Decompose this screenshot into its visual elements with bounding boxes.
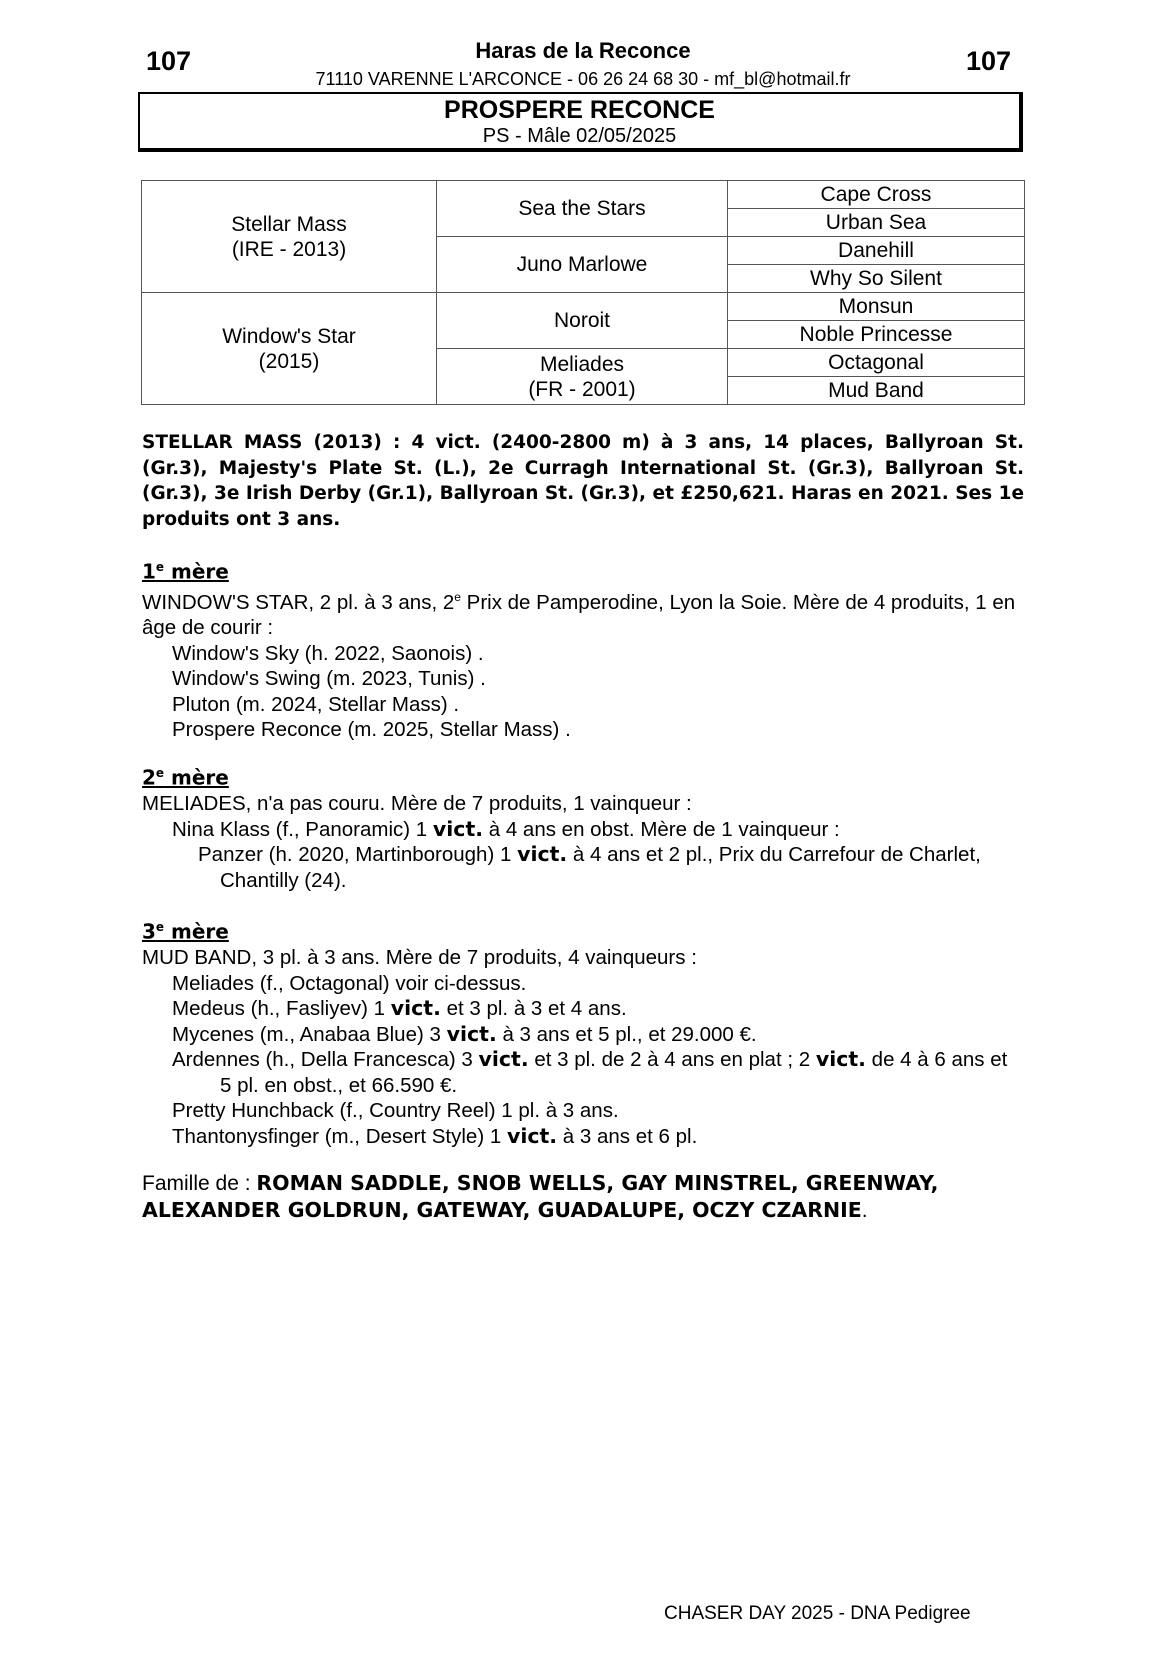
horse-name: PROSPERE RECONCE [444,96,715,124]
pedigree-dds: Octagonal [728,349,1025,377]
produce-item: Medeus (h., Fasliyev) 1 vict. et 3 pl. à 3 et 4 ans. [172,996,627,1021]
horse-details: PS - Mâle 02/05/2025 [482,125,677,147]
sire-name: Stellar Mass [231,212,347,236]
famille-names: ROMAN SADDLE, SNOB WELLS, GAY MINSTREL, GREENWAY, ALEXANDER GOLDRUN, GATEWAY, GUADALUPE, OCZY CZARNIE [142,1171,939,1222]
pedigree-sire-sire: Sea the Stars [437,181,728,237]
famille-section [142,1170,1024,1224]
horse-title-box [138,92,1023,152]
stud-name: Haras de la Reconce [475,38,691,63]
produce-item: Window's Swing (m. 2023, Tunis) . [172,667,486,691]
stud-address: 71110 VARENNE L'ARCONCE - 06 26 24 68 30 - mf_bl@hotmail.fr [315,69,851,89]
produce-item: Prospere Reconce (m. 2025, Stellar Mass) . [172,718,571,742]
sire-note: (IRE - 2013) [231,237,347,261]
produce-item: Pretty Hunchback (f., Country Reel) 1 pl. à 3 ans. [172,1099,619,1123]
dam-dam-note: (FR - 2001) [528,377,636,401]
second-dam-intro: MELIADES, n'a pas couru. Mère de 7 produits, 1 vainqueur : [142,792,692,816]
famille-label: Famille de : [142,1172,257,1195]
pedigree-ddd: Mud Band [728,377,1025,405]
first-dam-section [142,555,1024,743]
produce-item: Ardennes (h., Della Francesca) 3 vict. et 3 pl. de 2 à 4 ans en plat ; 2 vict. de 4 à 6 ans et 5 pl. en obst., et 66.590 €. [172,1047,1008,1097]
third-dam-section [142,915,1024,1149]
pedigree-sire-dam: Juno Marlowe [437,237,728,293]
lot-number-left: 107 [146,46,192,76]
first-dam-intro: WINDOW'S STAR, 2 pl. à 3 ans, 2e Prix de Pamperodine, Lyon la Soie. Mère de 4 produits, 1 en âge de courir : [142,590,1016,640]
dam-note: (2015) [258,349,320,373]
dam-name: Window's Star [222,324,356,348]
pedigree-dss: Monsun [728,293,1025,321]
pedigree-table [141,180,1025,405]
famille-end: . [861,1199,868,1222]
third-dam-intro: MUD BAND, 3 pl. à 3 ans. Mère de 7 produits, 4 vainqueurs : [142,946,697,970]
produce-item: Mycenes (m., Anabaa Blue) 3 vict. à 3 ans et 5 pl., et 29.000 €. [172,1021,757,1046]
sire-summary: STELLAR MASS (2013) : 4 vict. (2400-2800 m) à 3 ans, 14 places, Ballyroan St. (Gr.3), Majesty's Plate St. (L.), 2e Curragh International St. (Gr.3), Ballyroan St. (Gr.3), 3e Irish Derby (Gr.1), Ballyroan St. (Gr.3), et £250,621. Haras en 2021. Ses 1e produits ont 3 ans. [142,432,1024,530]
produce-item: Window's Sky (h. 2022, Saonois) . [172,641,484,665]
produce-item: Nina Klass (f., Panoramic) 1 vict. à 4 ans en obst. Mère de 1 vainqueur : [172,816,840,841]
first-dam-heading: 1e mère [142,559,229,584]
produce-item: Panzer (h. 2020, Martinborough) 1 vict. à 4 ans et 2 pl., Prix du Carrefour de Charlet, Chantilly (24). [198,842,981,892]
third-dam-heading: 3e mère [142,919,229,944]
pedigree-dam [142,293,437,405]
pedigree-ssd: Urban Sea [728,209,1025,237]
lot-number-right: 107 [966,46,1012,76]
produce-item: Thantonysfinger (m., Desert Style) 1 vict. à 3 ans et 6 pl. [172,1123,698,1148]
pedigree-sss: Cape Cross [728,181,1025,209]
pedigree-dam-sire: Noroit [437,293,728,349]
pedigree-sdd: Why So Silent [728,265,1025,293]
pedigree-sds: Danehill [728,237,1025,265]
second-dam-heading: 2e mère [142,765,229,790]
pedigree-dsd: Noble Princesse [728,321,1025,349]
dam-dam-name: Meliades [539,352,625,376]
produce-item: Meliades (f., Octagonal) voir ci-dessus. [172,971,527,995]
pedigree-dam-dam [437,349,728,405]
second-dam-section [142,761,1024,893]
pedigree-sire [142,181,437,293]
page-footer: CHASER DAY 2025 - DNA Pedigree [664,1603,971,1624]
produce-item: Pluton (m. 2024, Stellar Mass) . [172,692,460,716]
